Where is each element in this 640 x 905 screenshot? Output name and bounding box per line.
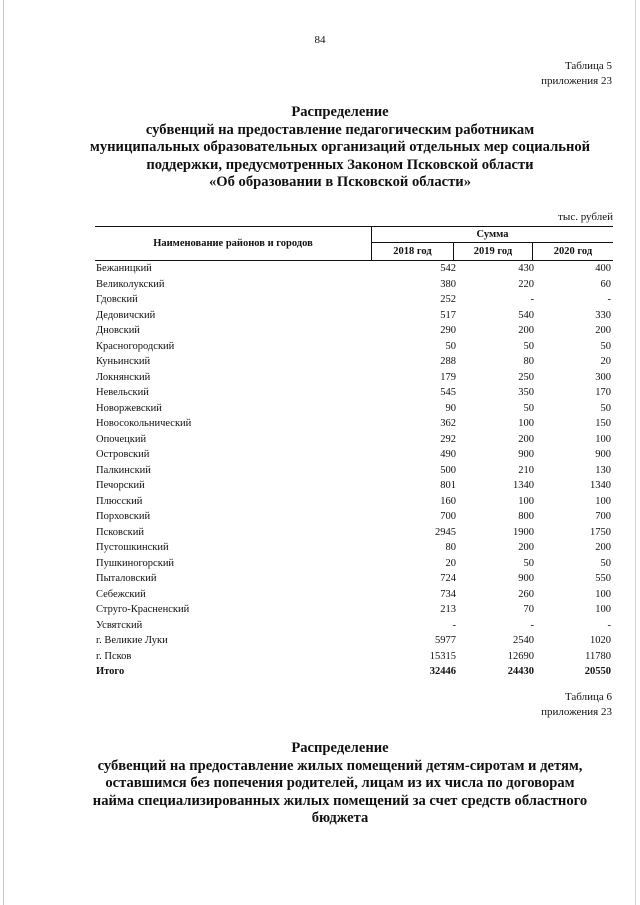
value-2018: 50	[445, 340, 456, 352]
total-2018: 32446	[429, 666, 456, 677]
value-2020: 100	[595, 588, 611, 600]
value-2018: 724	[440, 573, 456, 584]
value-2020: 300	[595, 371, 611, 383]
value-2020: 900	[595, 449, 611, 460]
value-2018: 290	[440, 325, 456, 336]
table5-title-line: Распределение	[291, 104, 389, 120]
value-2020: 200	[595, 325, 611, 336]
table-row	[95, 416, 613, 432]
district-name: Печорский	[96, 480, 145, 491]
value-2018: 252	[440, 294, 456, 305]
value-2018: 542	[440, 263, 456, 274]
table-row	[95, 633, 613, 649]
district-name: г. Псков	[96, 650, 132, 662]
value-2019: 350	[518, 387, 534, 398]
value-2018: 2945	[435, 526, 456, 538]
value-2020: 1020	[590, 635, 611, 646]
value-2018: 517	[440, 309, 456, 321]
value-2018: 500	[440, 464, 456, 476]
value-2019: 1900	[513, 526, 534, 538]
district-name: Дедовичский	[96, 309, 156, 321]
table6-reference	[541, 690, 612, 720]
value-2019: 210	[518, 464, 534, 476]
value-2020: 400	[595, 263, 611, 274]
district-name: Новоржевский	[96, 402, 162, 414]
district-name: г. Великие Луки	[96, 635, 168, 646]
value-2020: 50	[600, 557, 611, 569]
table5-title-line: поддержки, предусмотренных Законом Псковской области	[146, 156, 534, 173]
district-name: Гдовский	[96, 294, 138, 305]
table6-title-line: бюджета	[311, 810, 369, 826]
table-row	[95, 587, 613, 603]
district-name: Псковский	[96, 526, 144, 538]
table-row	[95, 432, 613, 448]
table5-title-line: «Об образовании в Псковской области»	[208, 174, 472, 190]
district-name: Невельский	[96, 387, 149, 398]
value-2018: 15315	[429, 650, 456, 662]
scan-edge-right	[635, 0, 636, 905]
total-label: Итого	[96, 666, 125, 677]
district-name: Локнянский	[96, 371, 151, 383]
table-row	[95, 556, 613, 572]
table5-title	[60, 104, 620, 192]
value-2018: 160	[440, 495, 456, 507]
table-row	[95, 354, 613, 370]
value-2020: 50	[600, 402, 611, 414]
total-2020: 20550	[584, 666, 611, 677]
value-2020: 20	[600, 356, 611, 367]
table-row	[95, 571, 613, 587]
value-2020: 100	[595, 433, 611, 445]
value-2019: 80	[523, 356, 534, 367]
value-2020: 200	[595, 542, 611, 553]
value-2019: 1340	[513, 480, 534, 491]
table-header	[95, 226, 613, 261]
table6-title-line: Распределение	[291, 740, 389, 756]
value-2020: 100	[595, 495, 611, 507]
header-year-2019: 2019 год	[454, 243, 533, 260]
table6-title-line: оставшимся без попечения родителей, лицам из их числа по договорам	[105, 775, 575, 791]
value-2019: 50	[523, 340, 534, 352]
district-name: Великолукский	[96, 278, 165, 290]
table6-ref-line1: Таблица 6	[564, 691, 612, 703]
district-name: Палкинский	[96, 464, 151, 476]
table-row	[95, 292, 613, 308]
header-year-2020: 2020 год	[553, 246, 593, 257]
value-2020: 11780	[585, 650, 611, 662]
table-total-row	[95, 664, 613, 680]
district-name: Струго-Красненский	[96, 604, 190, 615]
value-2018: -	[452, 619, 456, 631]
table5-title-line: субвенций на предоставление педагогическим работникам	[145, 121, 535, 138]
table-row	[95, 447, 613, 463]
value-2019: 220	[518, 278, 534, 290]
value-2020: 130	[595, 464, 611, 476]
value-2019: -	[530, 294, 534, 305]
value-2020: 700	[595, 511, 611, 522]
value-2018: 292	[440, 433, 456, 445]
value-2020: 550	[595, 573, 611, 584]
table-row	[95, 540, 613, 556]
table6-title-line: найма специализированных жилых помещений за счет средств областного	[92, 792, 588, 809]
value-2018: 545	[440, 387, 456, 398]
value-2018: 362	[440, 418, 456, 429]
header-sum-column: Сумма	[372, 227, 613, 243]
district-name: Порховский	[96, 511, 151, 522]
district-name: Опочецкий	[96, 433, 147, 445]
district-name: Усвятский	[96, 619, 143, 631]
value-2018: 801	[440, 480, 456, 491]
table6-title-line: субвенций на предоставление жилых помещений детям-сиротам и детям,	[97, 757, 583, 774]
district-name: Красногородский	[96, 340, 175, 352]
district-name: Пыталовский	[96, 573, 157, 584]
value-2019: 100	[518, 495, 534, 507]
value-2020: 170	[595, 387, 611, 398]
table-body	[95, 261, 613, 664]
value-2019: 900	[518, 449, 534, 460]
header-name-column: Наименование районов и городов	[95, 227, 372, 260]
value-2018: 80	[445, 542, 456, 553]
value-2019: 900	[518, 573, 534, 584]
district-name: Пустошкинский	[96, 542, 169, 553]
value-2019: 50	[523, 557, 534, 569]
table5-ref-line2: приложения 23	[541, 75, 612, 87]
header-year-2018: 2018 год	[372, 243, 454, 260]
table-row	[95, 649, 613, 665]
value-2019: 50	[523, 402, 534, 414]
table-row	[95, 401, 613, 417]
value-2019: 540	[518, 309, 534, 321]
value-2019: 100	[518, 418, 534, 429]
total-2019: 24430	[507, 666, 534, 677]
table-row	[95, 277, 613, 293]
value-2020: -	[607, 619, 611, 631]
district-name: Куньинский	[96, 356, 151, 367]
table-row	[95, 478, 613, 494]
table-row	[95, 323, 613, 339]
value-2020: 100	[595, 604, 611, 615]
value-2019: 200	[518, 433, 534, 445]
table-row	[95, 261, 613, 277]
value-2020: 1340	[590, 480, 611, 491]
table-row	[95, 339, 613, 355]
table-row	[95, 618, 613, 634]
value-2019: 430	[518, 263, 534, 274]
value-2019: 250	[518, 371, 534, 383]
value-2018: 5977	[435, 635, 456, 646]
district-name: Островский	[96, 449, 150, 460]
table5-reference	[541, 59, 612, 89]
value-2018: 179	[440, 371, 456, 383]
value-2018: 734	[440, 588, 456, 600]
value-2018: 20	[445, 557, 456, 569]
district-name: Плюсский	[96, 495, 143, 507]
value-2019: 200	[518, 325, 534, 336]
table6-title	[60, 740, 620, 828]
value-2018: 490	[440, 449, 456, 460]
scan-edge-left	[3, 0, 4, 905]
table-row	[95, 494, 613, 510]
value-2018: 380	[440, 278, 456, 290]
value-2018: 288	[440, 356, 456, 367]
value-2020: 150	[595, 418, 611, 429]
value-2020: 60	[600, 278, 611, 290]
value-2019: 2540	[513, 635, 534, 646]
value-2020: 50	[600, 340, 611, 352]
value-2018: 700	[440, 511, 456, 522]
table-row	[95, 463, 613, 479]
district-name: Дновский	[96, 325, 140, 336]
value-2019: 200	[518, 542, 534, 553]
district-name: Бежаницкий	[96, 263, 152, 274]
value-2020: -	[607, 294, 611, 305]
value-2020: 1750	[590, 526, 611, 538]
units-label: тыс. рублей	[558, 211, 613, 223]
district-name: Новосокольнический	[96, 418, 192, 429]
value-2019: 260	[518, 588, 534, 600]
district-name: Пушкиногорский	[96, 557, 175, 569]
table-row	[95, 525, 613, 541]
table6-ref-line2: приложения 23	[541, 706, 612, 718]
subventions-table	[95, 226, 613, 680]
value-2018: 90	[445, 402, 456, 414]
district-name: Себежский	[96, 588, 146, 600]
page-number: 84	[314, 34, 326, 46]
table-row	[95, 370, 613, 386]
table-row	[95, 385, 613, 401]
table-row	[95, 509, 613, 525]
value-2019: -	[530, 619, 534, 631]
value-2020: 330	[595, 309, 611, 321]
table-row	[95, 602, 613, 618]
value-2019: 70	[523, 604, 534, 615]
table5-title-line: муниципальных образовательных организаций отдельных мер социальной	[89, 139, 591, 155]
value-2019: 800	[518, 511, 534, 522]
table5-ref-line1: Таблица 5	[564, 60, 612, 72]
table-row	[95, 308, 613, 324]
value-2019: 12690	[507, 650, 534, 662]
value-2018: 213	[440, 604, 456, 615]
